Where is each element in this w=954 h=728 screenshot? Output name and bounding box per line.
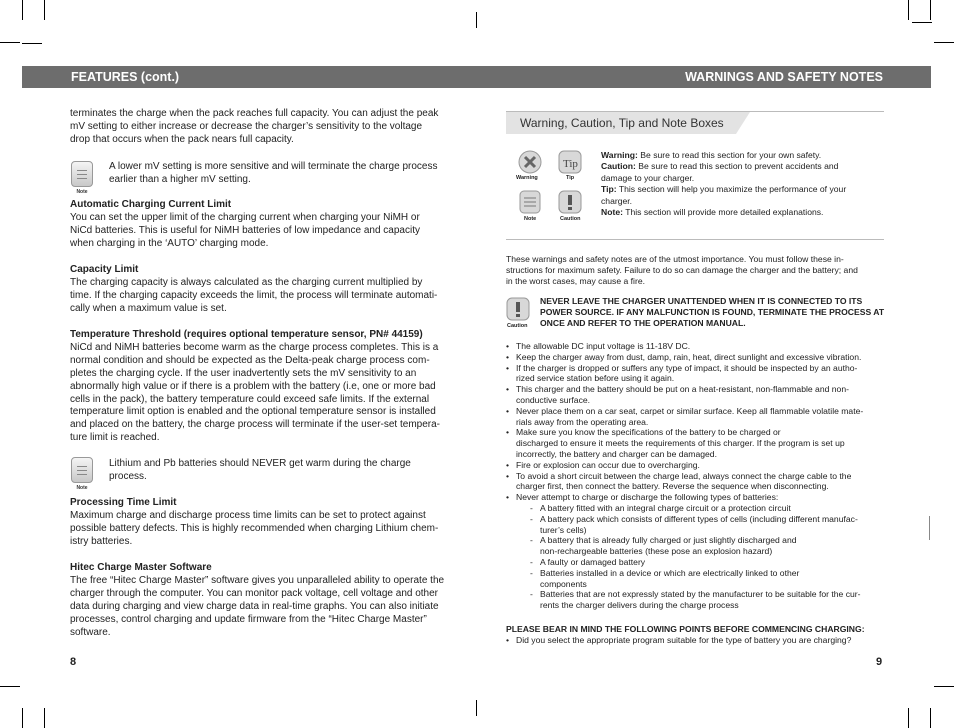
legend-box-bottom-rule	[506, 239, 884, 240]
list-item: Fire or explosion can occur due to overcharging.	[516, 459, 700, 470]
list-item: Never attempt to charge or discharge the following types of batteries:	[516, 492, 779, 503]
list-item: rized service station before using it again.	[516, 373, 675, 384]
list-item: This charger and the battery should be put on a heat-resistant, non-flammable and non-	[516, 384, 849, 395]
list-item: discharged to ensure it meets the requirements of this charger. If the program is set up	[516, 438, 845, 449]
section-processing-time: Processing Time Limit Maximum charge and discharge process time limits can be set to protect against possible battery defects. This is highly recommended when charging Lithium chem- istry batteries.	[70, 497, 450, 549]
list-item: A faulty or damaged battery	[540, 557, 646, 567]
list-item: conductive surface.	[516, 395, 591, 405]
right-header-title: WARNINGS AND SAFETY NOTES	[685, 70, 883, 84]
svg-text:Tip: Tip	[563, 158, 578, 170]
list-marker: -	[530, 535, 533, 546]
list-marker: -	[530, 567, 533, 578]
page-number-right: 9	[876, 656, 883, 668]
list-marker: •	[506, 459, 510, 470]
list-item: Make sure you know the specifications of the battery to be charged or	[516, 427, 781, 438]
page-number-left: 8	[70, 656, 77, 668]
list-marker: -	[530, 557, 533, 567]
list-item: To avoid a short circuit between the charge lead, always connect the charge cable to the	[516, 470, 852, 481]
caution-icon	[558, 190, 582, 214]
list-item: If the charger is dropped or suffers any type of impact, it should be inspected by an autho-	[516, 362, 858, 373]
list-item: A battery that is already fully charged or just slightly discharged and	[540, 535, 797, 546]
note-icon-label: Note	[524, 216, 537, 222]
list-marker: •	[506, 351, 510, 362]
list-item: rials away from the operating area.	[516, 416, 649, 427]
list-item: Batteries installed in a device or which are electrically linked to other	[540, 567, 800, 578]
list-marker: -	[530, 513, 533, 524]
list-marker: •	[506, 362, 510, 373]
list-item: charger first, then connect the battery. Reverse the sequence when disconnecting.	[516, 481, 829, 492]
section-title: Hitec Charge Master Software	[70, 562, 212, 573]
section-title: Capacity Limit	[70, 264, 139, 275]
list-marker: -	[530, 589, 533, 600]
list-marker: •	[506, 384, 510, 395]
caution-icon	[506, 297, 530, 321]
list-item: non-rechargeable batteries (these pose an explosion hazard)	[540, 546, 773, 557]
list-marker: •	[506, 492, 510, 503]
left-intro: terminates the charge when the pack reaches full capacity. You can adjust the peak mV setting to either increase or decrease the charger’s sensitivity to the voltage drop that occurs when the pack nears full capacity.	[70, 108, 439, 145]
list-item: Keep the charger away from dust, damp, rain, heat, direct sunlight and excessive vibration.	[516, 351, 862, 362]
section-charging-current: Automatic Charging Current Limit You can set the upper limit of the charging current when charging your NiMH or NiCd batteries. This is useful for NiMH batteries of low impedance and capacity when charging in the ‘AUTO’ charging mode.	[70, 199, 450, 251]
caution-icon-label: Caution	[560, 216, 581, 222]
section-temperature-threshold: Temperature Threshold (requires optional temperature sensor, PN# 44159) NiCd and NiMH batteries become warm as the charge process completes. This is a normal condition and should be expected as the Delta-peak charge process com- pletes the charging cycle. If the user inadvertently sets the mV sensitivity to an abnormally high value or if there is a problem with the battery (i.e, one or more bad cells in the pack), the battery temperature could exceed safe limits. If the external temperature limit option is enabled and the optional temperature sensor is installed and placed on the battery, the charge process will terminate if the user-set tempera- ture limit is reached.	[70, 329, 455, 445]
note-icon	[518, 190, 542, 214]
list-marker: •	[506, 405, 510, 416]
tip-icon	[558, 150, 582, 174]
section-title: Temperature Threshold (requires optional temperature sensor, PN# 44159)	[70, 329, 423, 340]
legend-box-title: Warning, Caution, Tip and Note Boxes	[520, 116, 724, 130]
list-item: The allowable DC input voltage is 11-18V DC.	[516, 341, 691, 351]
list-item: rents the charger delivers during the charge process	[540, 600, 739, 611]
list-item: turer’s cells)	[540, 524, 587, 535]
section-capacity-limit: Capacity Limit The charging capacity is always calculated as the charging current multiplied by time. If the charging capacity exceeds the limit, the process will terminate automati- cally when a maximum value is set.	[70, 264, 450, 316]
warning-icon	[518, 150, 542, 174]
section-title: Processing Time Limit	[70, 497, 177, 508]
list-item: incorrectly, the battery and charger can be damaged.	[516, 449, 717, 459]
tip-icon-label: Tip	[566, 175, 575, 181]
warning-icon-label: Warning	[516, 175, 538, 181]
note-icon: Note	[68, 161, 96, 195]
list-item: Never place them on a car seat, carpet or similar surface. Keep all flammable volatile mate-	[516, 405, 864, 416]
list-item: components	[540, 578, 587, 589]
left-header-title: FEATURES (cont.)	[71, 70, 180, 84]
bear-in-mind-title: PLEASE BEAR IN MIND THE FOLLOWING POINTS BEFORE COMMENCING CHARGING:	[506, 624, 865, 634]
note-text-2: Lithium and Pb batteries should NEVER get warm during the charge process.	[109, 458, 411, 482]
list-item: A battery pack which consists of different types of cells (including different manufac-	[540, 513, 858, 524]
list-marker: •	[506, 470, 510, 481]
list-marker: -	[530, 503, 533, 513]
caution-icon-label: Caution	[507, 323, 528, 329]
section-title: Automatic Charging Current Limit	[70, 199, 232, 210]
section-header-bar	[22, 66, 931, 88]
section-charge-master: Hitec Charge Master Software The free “Hitec Charge Master” software gives you unparalleled ability to operate the charger through the computer. You can monitor pack voltage, cell voltage and other data during charging and view charge data in real-time graphs. You can also initiate processes, control charging and update firmware from the “Hitec Charge Master” software.	[70, 562, 455, 639]
list-marker: •	[506, 427, 510, 438]
list-marker: •	[506, 341, 510, 351]
note-icon: Note	[68, 457, 96, 491]
note-text-1: A lower mV setting is more sensitive and will terminate the charge process earlier than a higher mV setting.	[109, 161, 438, 185]
list-item: A battery fitted with an integral charge circuit or a protection circuit	[540, 503, 791, 513]
list-item: Batteries that are not expressly stated by the manufacturer to be suitable for the cur-	[540, 589, 861, 600]
